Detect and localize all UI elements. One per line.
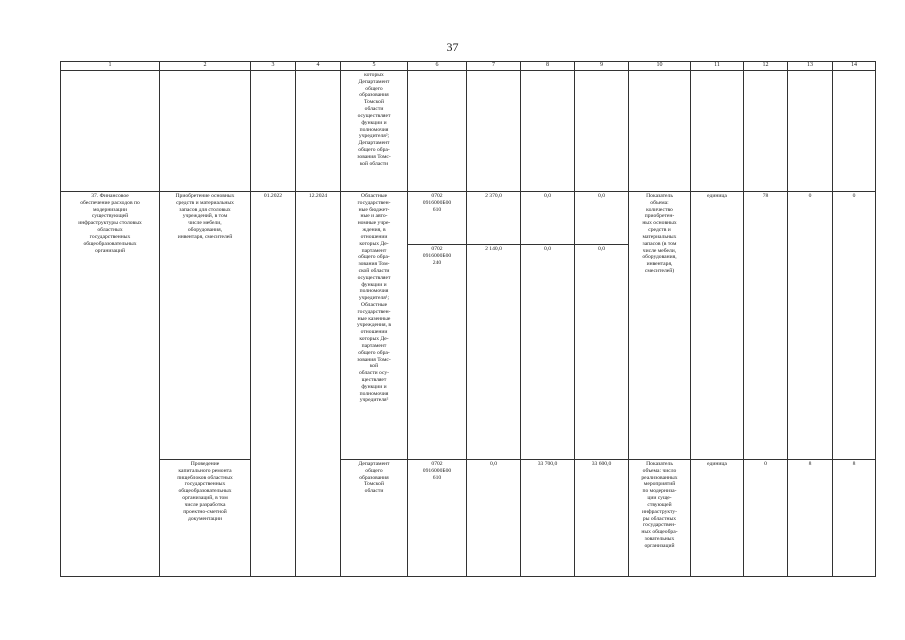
column-header: 4 (296, 62, 341, 71)
value-cell: 8 (788, 460, 833, 577)
responsible-cell: Департамент общего образования Томской области (341, 460, 408, 577)
amount-cell: 0,0 (575, 192, 629, 245)
budget-code-cell: 0702 0916000Б00 610 (408, 192, 467, 245)
column-header: 10 (629, 62, 691, 71)
table-cell (744, 71, 788, 192)
table-cell (160, 71, 251, 192)
table-cell (296, 71, 341, 192)
budget-code-cell: 0702 0916000Б00 610 (408, 460, 467, 577)
page-number: 37 (446, 40, 459, 54)
activity-name-cell: Проведение капитального ремонта пищеблоков областных государственных общеобразовательных организаций, в том числе разработка проектно-сметной документации (160, 460, 251, 577)
continuation-row (61, 71, 876, 192)
program-table (60, 61, 876, 577)
responsible-cell: которых Департамент общего образования Томской области осуществляет функции и полномочия учредителя²; Департамент общего обра- зования Томс- кой области (341, 71, 408, 192)
column-header: 1 (61, 62, 160, 71)
table-cell (408, 71, 467, 192)
indicator-cell: Показатель объема: количество приобретен- ных основных средств и материальных запасов (в том числе мебели, оборудования, инвентаря, смесителей) (629, 192, 691, 460)
table-cell (575, 71, 629, 192)
column-header: 13 (788, 62, 833, 71)
column-header: 14 (833, 62, 876, 71)
budget-code-cell: 0702 0916000Б00 240 (408, 245, 467, 460)
unit-cell: единица (691, 192, 744, 460)
column-header: 11 (691, 62, 744, 71)
amount-cell: 0,0 (575, 245, 629, 460)
activity-name-cell: Приобретение основных средств и материальных запасов для столовых учреждений, в том числе мебели, оборудования, инвентаря, смесителей (160, 192, 251, 460)
table-cell (788, 71, 833, 192)
column-header: 6 (408, 62, 467, 71)
table-cell (61, 71, 160, 192)
table-cell (691, 71, 744, 192)
unit-cell: единица (691, 460, 744, 577)
table-cell (521, 71, 575, 192)
responsible-cell: Областные государствен- ные бюджет- ные и авто- номные учре- ждения, в отношении которых Де- партамент общего обра- зования Том- ской области осуществляет функции и полномочия учредителя¹; Областные государствен- ные казенные учреждения, в отношении которых Де- партамент общего обра- зования Томс- кой области осу- ществляет функции и полномочия учредителя² (341, 192, 408, 460)
indicator-cell: Показатель объема: число реализованных мероприятий по модерниза- ции суще- ствующей инфраструкту- ры областных государствен- ных общеобра- зовательных организаций (629, 460, 691, 577)
column-header: 9 (575, 62, 629, 71)
table-cell (251, 71, 296, 192)
table-cell (833, 71, 876, 192)
column-header: 12 (744, 62, 788, 71)
value-cell: 0 (744, 460, 788, 577)
start-date-cell: 01.2022 (251, 192, 296, 577)
amount-cell: 33 700,0 (521, 460, 575, 577)
column-header: 3 (251, 62, 296, 71)
value-cell: 0 (788, 192, 833, 460)
amount-cell: 0,0 (467, 460, 521, 577)
measure-name-cell: 37. Финансовое обеспечение расходов по модернизации существующей инфраструктуры столовых областных государственных общеобразовательных организаций (61, 192, 160, 577)
table-row (61, 192, 876, 245)
column-header: 2 (160, 62, 251, 71)
column-header: 7 (467, 62, 521, 71)
value-cell: 8 (833, 460, 876, 577)
value-cell: 0 (833, 192, 876, 460)
column-number-row (61, 62, 876, 71)
table-cell (467, 71, 521, 192)
table-cell (629, 71, 691, 192)
table-row (61, 460, 876, 577)
column-header: 5 (341, 62, 408, 71)
end-date-cell: 12.2024 (296, 192, 341, 577)
amount-cell: 0,0 (521, 192, 575, 245)
amount-cell: 2 140,0 (467, 245, 521, 460)
amount-cell: 2 370,0 (467, 192, 521, 245)
value-cell: 78 (744, 192, 788, 460)
amount-cell: 0,0 (521, 245, 575, 460)
amount-cell: 33 600,0 (575, 460, 629, 577)
column-header: 8 (521, 62, 575, 71)
